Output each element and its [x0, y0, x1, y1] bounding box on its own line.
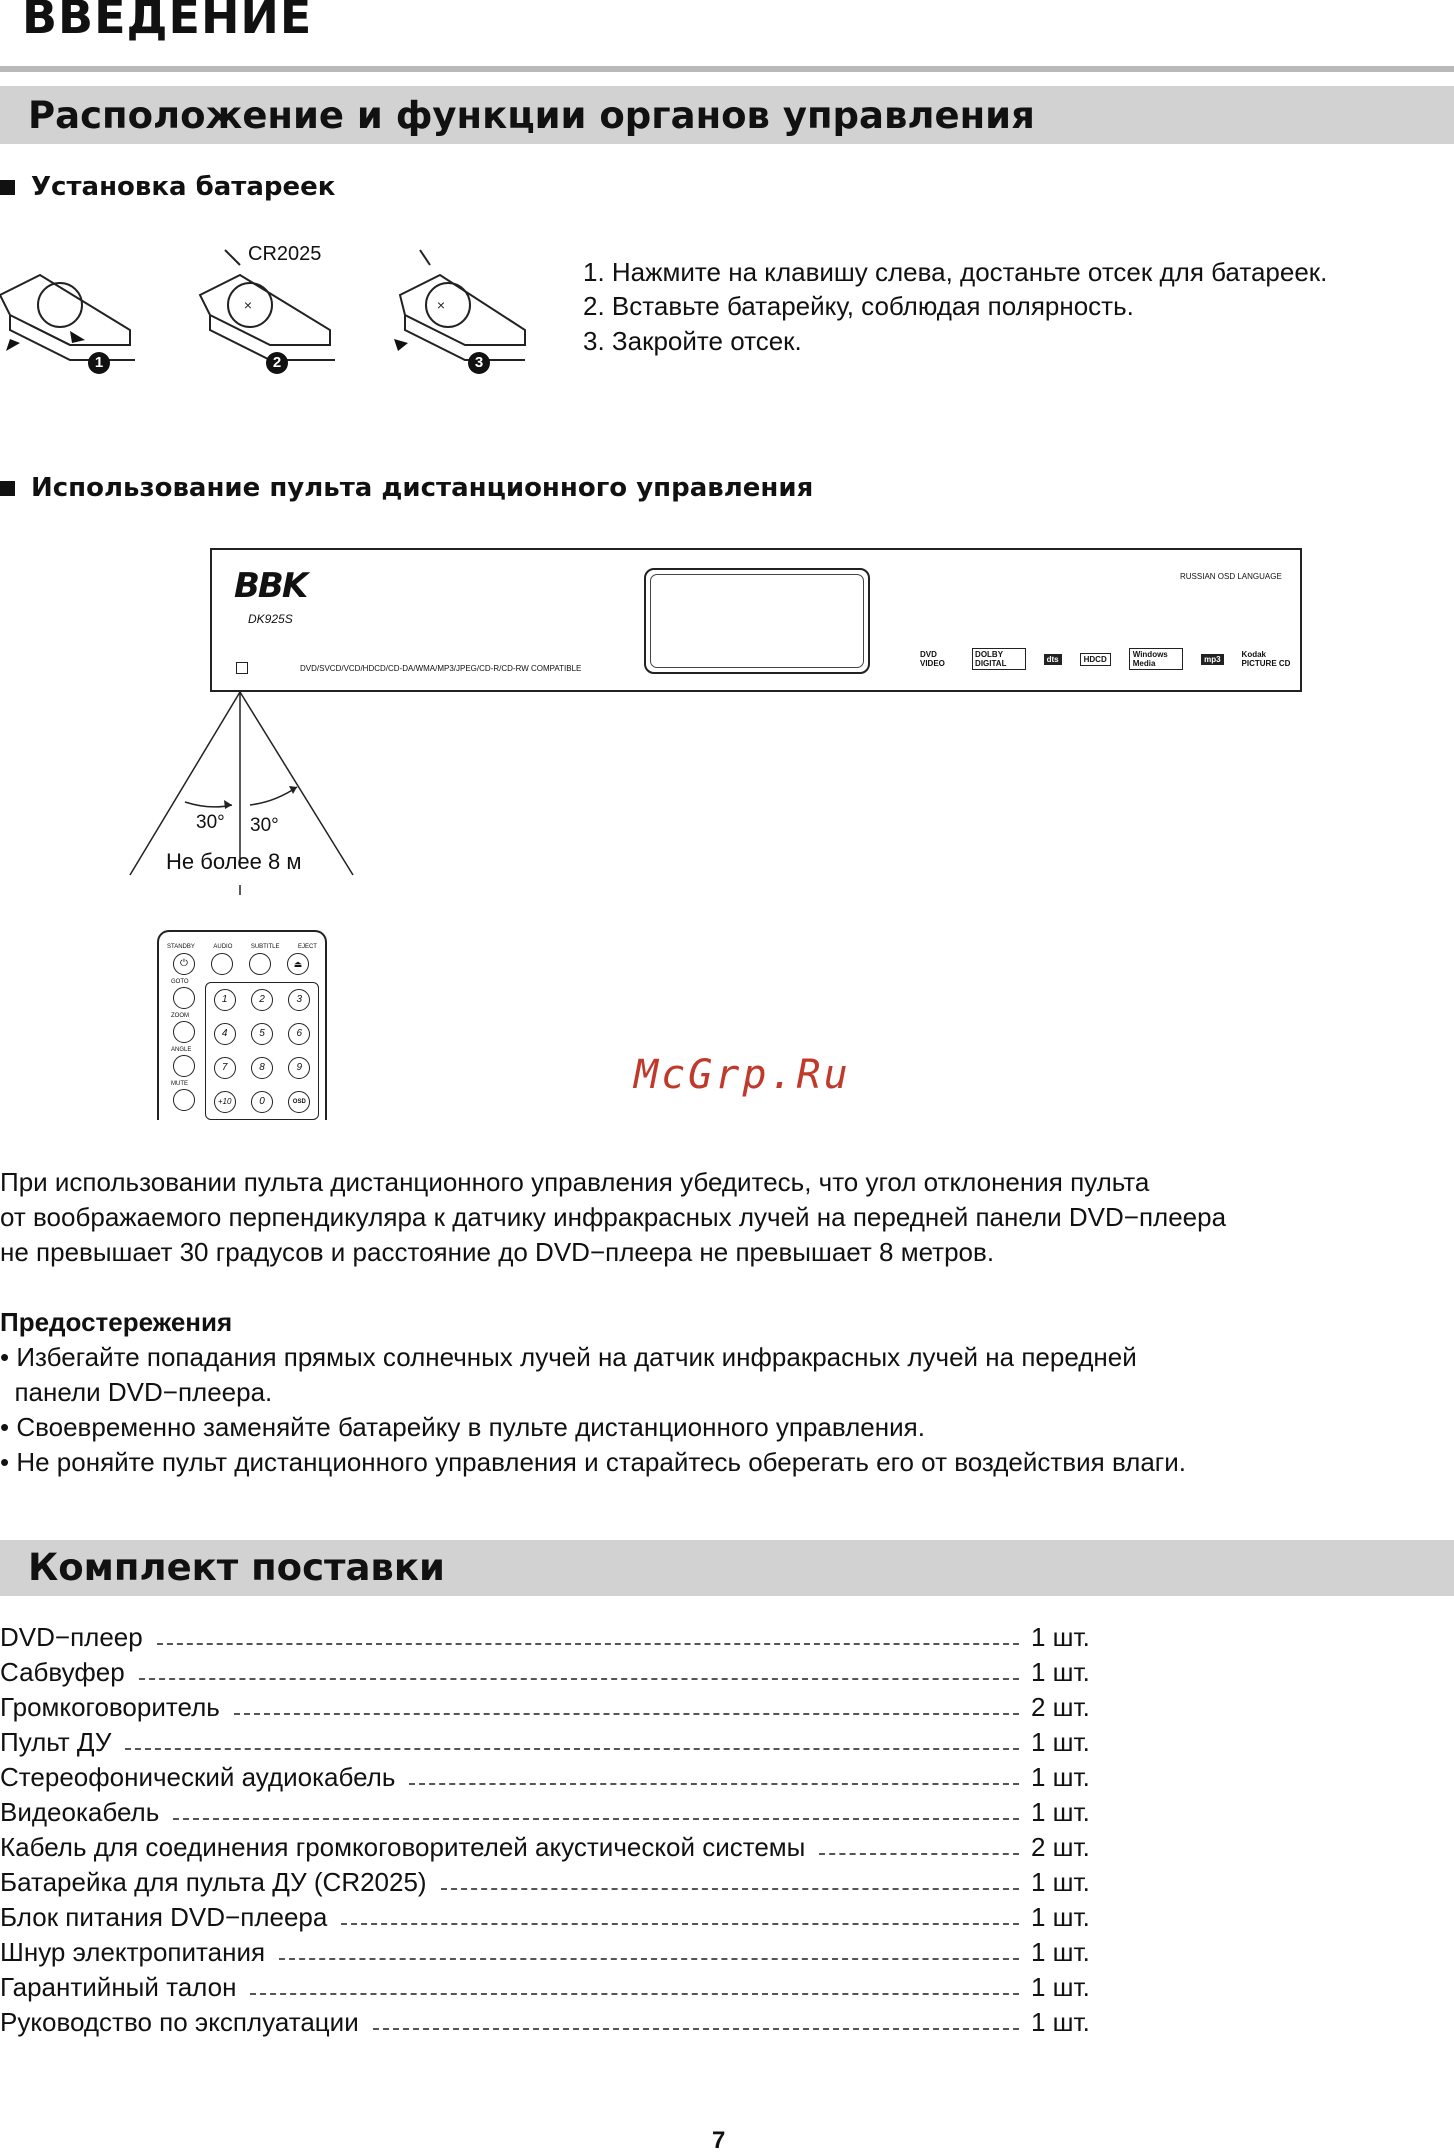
audio-button[interactable]	[211, 953, 233, 975]
windows-media-logo: Windows Media	[1129, 648, 1183, 670]
key-7[interactable]: 7	[214, 1057, 236, 1079]
ir-sensor	[236, 662, 248, 674]
page-number: 7	[712, 2127, 726, 2154]
distance-label: Не более 8 м	[166, 849, 302, 874]
warnings-title: Предостережения	[0, 1307, 233, 1337]
mute-button[interactable]	[173, 1089, 195, 1111]
battery-step-1: 1. Нажмите на клавишу слева, достаньте отсек для батареек.	[583, 257, 1328, 287]
kit-item: Сабвуфер 1 шт.	[0, 1657, 1090, 1687]
dolby-logo: DOLBY DIGITAL	[972, 648, 1026, 670]
key-1[interactable]: 1	[214, 989, 236, 1011]
mp3-logo: mp3	[1201, 654, 1223, 665]
kit-item: Пульт ДУ 1 шт.	[0, 1727, 1090, 1757]
svg-text:×: ×	[243, 297, 253, 313]
key-3[interactable]: 3	[288, 989, 310, 1011]
page-title: ВВЕДЕНИЕ	[22, 0, 313, 44]
battery-cell-label: CR2025	[248, 243, 322, 265]
dvd-logo: DVD VIDEO	[920, 650, 945, 668]
eject-button[interactable]: ⏏	[287, 953, 309, 975]
title-rule	[0, 66, 1454, 72]
key-9[interactable]: 9	[288, 1057, 310, 1079]
osd-label: RUSSIAN OSD LANGUAGE	[1180, 572, 1282, 581]
number-keypad	[205, 982, 319, 1120]
key-0[interactable]: 0	[251, 1091, 273, 1113]
step-badge-1: 1	[88, 352, 110, 374]
battery-step-2: 2. Вставьте батарейку, соблюдая полярность.	[583, 291, 1134, 321]
warning-line: • Избегайте попадания прямых солнечных лучей на датчик инфракрасных лучей на передней	[0, 1342, 1137, 1372]
kit-item: Гарантийный талон 1 шт.	[0, 1972, 1090, 2002]
kodak-logo: Kodak PICTURE CD	[1241, 650, 1291, 668]
key-2[interactable]: 2	[251, 989, 273, 1011]
zoom-button[interactable]	[173, 1021, 195, 1043]
warning-line: панели DVD−плеера.	[0, 1377, 273, 1407]
display-window	[644, 568, 870, 674]
subtitle-button[interactable]	[249, 953, 271, 975]
kit-item: Блок питания DVD−плеера 1 шт.	[0, 1902, 1090, 1932]
section-band-kit	[0, 1540, 1454, 1596]
model-label: DK925S	[248, 612, 293, 626]
angle-left-label: 30°	[196, 812, 225, 833]
kit-item: Громкоговоритель 2 шт.	[0, 1692, 1090, 1722]
key-osd[interactable]: OSD	[288, 1091, 310, 1113]
warning-line: • Своевременно заменяйте батарейку в пульте дистанционного управления.	[0, 1412, 925, 1442]
svg-text:×: ×	[436, 297, 446, 313]
kit-item: Шнур электропитания 1 шт.	[0, 1937, 1090, 1967]
section-title-controls: Расположение и функции органов управления	[28, 94, 1035, 137]
kit-item: DVD−плеер 1 шт.	[0, 1622, 1090, 1652]
kit-item: Стереофонический аудиокабель 1 шт.	[0, 1762, 1090, 1792]
kit-item: Кабель для соединения громкоговорителей акустической системы 2 шт.	[0, 1832, 1090, 1862]
kit-item: Батарейка для пульта ДУ (CR2025) 1 шт.	[0, 1867, 1090, 1897]
dvd-player-front-panel	[210, 548, 1302, 692]
step-badge-3: 3	[468, 352, 490, 374]
battery-heading: Установка батареек	[0, 172, 335, 202]
angle-right-label: 30°	[250, 815, 279, 836]
compat-label: DVD/SVCD/VCD/HDCD/CD-DA/WMA/MP3/JPEG/CD-R/CD-RW COMPATIBLE	[300, 664, 582, 673]
warning-line: • Не роняйте пульт дистанционного управления и старайтесь оберегать его от воздействия влаги.	[0, 1447, 1187, 1477]
brand-logo: BBK	[234, 566, 307, 606]
key-8[interactable]: 8	[251, 1057, 273, 1079]
goto-button[interactable]	[173, 987, 195, 1009]
kit-item: Руководство по эксплуатации 1 шт.	[0, 2007, 1090, 2037]
section-title-kit: Комплект поставки	[28, 1546, 445, 1589]
dts-logo: dts	[1044, 654, 1062, 665]
key-4[interactable]: 4	[214, 1023, 236, 1045]
battery-step-3: 3. Закройте отсек.	[583, 326, 802, 356]
standby-button[interactable]: ⏻	[173, 953, 195, 975]
section-band-controls	[0, 86, 1454, 144]
usage-paragraph: При использовании пульта дистанционного управления убедитесь, что угол отклонения пульта от воображаемого перпендикуляра к датчику инфракрасных лучей на передней панели DVD−плеера не превышает 30 градусов и расстояние до DVD−плеера не превышает 8 метров.	[0, 1167, 1227, 1267]
angle-button[interactable]	[173, 1055, 195, 1077]
step-badge-2: 2	[266, 352, 288, 374]
kit-item: Видеокабель 1 шт.	[0, 1797, 1090, 1827]
key-5[interactable]: 5	[251, 1023, 273, 1045]
bullet-square-icon	[0, 481, 15, 496]
bullet-square-icon	[0, 180, 15, 195]
format-logos	[920, 648, 1300, 670]
hdcd-logo: HDCD	[1080, 653, 1111, 666]
remote-control: STANDBY AUDIO SUBTITLE EJECT ⏻ ⏏ GOTO ZOOM ANGLE MUTE 1 2 3 4 5 6 7 8 9 +10 0 OSD	[157, 930, 327, 1120]
remote-heading: Использование пульта дистанционного управления	[0, 473, 813, 503]
key-plus10[interactable]: +10	[214, 1091, 236, 1113]
watermark: McGrp.Ru	[634, 1052, 851, 1098]
key-6[interactable]: 6	[288, 1023, 310, 1045]
remote-top-labels: STANDBY AUDIO SUBTITLE EJECT	[167, 944, 317, 950]
warnings-block	[0, 1305, 1186, 1480]
ir-angle-diagram	[120, 690, 380, 930]
